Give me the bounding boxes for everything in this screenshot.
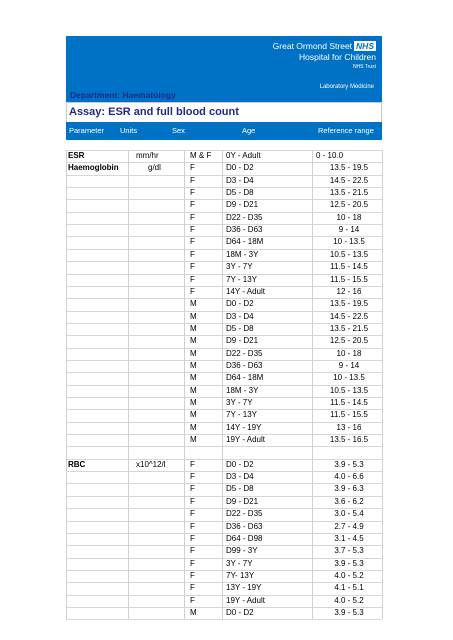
table-row [66, 595, 382, 607]
cell-reference-range: 10.5 - 13.5 [329, 249, 369, 259]
cell-units: x10^12/l [136, 459, 166, 469]
hospital-name-line1: Great Ormond Street [272, 41, 353, 51]
cell-age: 7Y - 13Y [226, 274, 257, 284]
cell-sex: F [190, 472, 195, 482]
cell-reference-range: 3.9 - 5.3 [334, 558, 364, 568]
cell-reference-range: 3.7 - 5.3 [334, 546, 364, 556]
table-column-divider [312, 150, 313, 619]
table-row [66, 558, 382, 570]
table-row [66, 286, 382, 298]
cell-age: D3 - D4 [226, 311, 254, 321]
table-row [66, 397, 382, 409]
table-row [66, 533, 382, 545]
column-header-age: Age [242, 126, 256, 135]
cell-age: 19Y - Adult [226, 595, 265, 605]
table-row [66, 175, 382, 187]
cell-age: 13Y - 19Y [226, 583, 262, 593]
table-column-divider [382, 150, 383, 619]
table-row [66, 409, 382, 421]
cell-reference-range: 10.5 - 13.5 [329, 385, 369, 395]
cell-sex: M [190, 435, 197, 445]
table-row [66, 521, 382, 533]
assay-title: Assay: ESR and full blood count [69, 106, 239, 118]
table-column-divider [222, 150, 223, 619]
cell-reference-range: 13 - 16 [336, 422, 362, 432]
cell-age: 0Y - Adult [226, 151, 261, 160]
cell-age: D0 - D2 [226, 299, 254, 309]
cell-reference-range: 0 - 10.0 [316, 151, 344, 160]
cell-sex: F [190, 521, 195, 531]
table-row [66, 162, 382, 174]
table-row [66, 607, 382, 619]
table-row [66, 385, 382, 397]
department-label: Department: Haematology [70, 90, 176, 100]
table-row [66, 496, 382, 508]
cell-units: g/dl [148, 163, 161, 173]
cell-sex: M [190, 607, 197, 617]
cell-age: 7Y- 13Y [226, 570, 255, 580]
cell-age: D0 - D2 [226, 163, 254, 173]
table-row [66, 274, 382, 286]
cell-sex: F [190, 212, 195, 222]
cell-reference-range: 10 - 13.5 [333, 373, 365, 383]
cell-sex: M [190, 398, 197, 407]
cell-reference-range: 10 - 13.5 [333, 237, 365, 247]
table-column-divider [184, 150, 185, 619]
table-row [66, 446, 382, 458]
cell-parameter: Haemoglobin [68, 163, 119, 173]
cell-reference-range: 4.0 - 5.2 [334, 570, 364, 580]
cell-reference-range: 3.6 - 6.2 [334, 496, 364, 506]
cell-age: D36 - D63 [226, 225, 263, 235]
table-row [66, 471, 382, 483]
hospital-name-line2: Hospital for Children [298, 52, 376, 62]
cell-age: 3Y - 7Y [226, 398, 253, 407]
table-row [66, 372, 382, 384]
cell-reference-range: 11.5 - 15.5 [330, 410, 368, 420]
table-row [66, 508, 382, 520]
cell-age: D64 - 18M [226, 237, 264, 247]
table-row [66, 459, 382, 471]
cell-sex: F [190, 200, 195, 210]
cell-age: 3Y - 7Y [226, 262, 253, 272]
cell-sex: F [190, 533, 195, 543]
cell-age: D3 - D4 [226, 175, 254, 185]
table-row [66, 422, 382, 434]
cell-age: D9 - D21 [226, 200, 259, 210]
table-row [66, 261, 382, 273]
cell-reference-range: 2.7 - 4.9 [334, 521, 364, 531]
cell-sex: F [190, 546, 195, 556]
cell-sex: M [190, 323, 197, 333]
trust-label: NHS Trust [352, 64, 376, 70]
cell-reference-range: 3.9 - 6.3 [334, 484, 364, 494]
cell-age: 3Y - 7Y [226, 558, 253, 568]
column-header-parameter: Parameter [69, 126, 105, 135]
cell-age: D36 - D63 [226, 521, 263, 531]
cell-reference-range: 11.5 - 15.5 [330, 274, 368, 284]
cell-sex: F [190, 188, 195, 198]
table-row-divider [66, 619, 382, 620]
cell-sex: M [190, 385, 197, 395]
cell-sex: M [190, 422, 197, 432]
cell-sex: M [190, 299, 197, 309]
cell-age: D22 - D35 [226, 509, 263, 519]
table-row [66, 236, 382, 248]
cell-parameter: ESR [68, 151, 85, 160]
cell-sex: F [190, 484, 195, 494]
cell-reference-range: 9 - 14 [338, 225, 360, 235]
cell-sex: M [190, 410, 197, 420]
cell-age: 18M - 3Y [226, 249, 259, 259]
cell-age: D22 - D35 [226, 348, 263, 358]
cell-age: D36 - D63 [226, 360, 263, 370]
cell-age: 14Y - Adult [226, 286, 265, 296]
cell-sex: M [190, 360, 197, 370]
cell-reference-range: 10 - 18 [336, 348, 362, 358]
cell-reference-range: 14.5 - 22.5 [329, 311, 369, 321]
column-header-row [66, 122, 382, 140]
cell-sex: F [190, 225, 195, 235]
cell-sex: F [190, 459, 195, 469]
cell-sex: F [190, 595, 195, 605]
cell-reference-range: 12.5 - 20.5 [329, 200, 369, 210]
cell-reference-range: 14.5 - 22.5 [329, 175, 369, 185]
cell-age: D5 - D8 [226, 484, 254, 494]
cell-reference-range: 11.5 - 14.5 [330, 262, 368, 272]
cell-age: 19Y - Adult [226, 435, 265, 445]
cell-reference-range: 4.0 - 5.2 [334, 595, 364, 605]
cell-sex: F [190, 175, 195, 185]
table-column-divider [66, 150, 67, 619]
table-row [66, 224, 382, 236]
cell-reference-range: 12.5 - 20.5 [329, 336, 369, 346]
table-row [66, 212, 382, 224]
cell-sex: F [190, 237, 195, 247]
cell-reference-range: 9 - 14 [338, 360, 360, 370]
column-header-units: Units [120, 126, 138, 135]
cell-reference-range: 4.1 - 5.1 [334, 583, 364, 593]
cell-reference-range: 3.9 - 5.3 [334, 607, 364, 617]
table-row [66, 360, 382, 372]
cell-sex: F [190, 583, 195, 593]
nhs-logo: NHS [356, 41, 374, 51]
cell-age: 14Y - 19Y [226, 422, 262, 432]
table-row [66, 150, 382, 162]
cell-reference-range: 13.5 - 19.5 [329, 299, 369, 309]
cell-age: D64 - D98 [226, 533, 263, 543]
cell-sex: F [190, 509, 195, 519]
table-row [66, 199, 382, 211]
cell-age: 7Y - 13Y [226, 410, 257, 420]
table-row [66, 311, 382, 323]
cell-sex: F [190, 163, 195, 173]
column-header-reference-range: Reference range [318, 126, 374, 135]
cell-sex: F [190, 262, 195, 272]
table-row [66, 483, 382, 495]
table-row [66, 323, 382, 335]
cell-reference-range: 3.9 - 5.3 [334, 459, 364, 469]
cell-age: D64 - 18M [226, 373, 264, 383]
cell-reference-range: 13.5 - 21.5 [329, 188, 369, 198]
table-column-divider [128, 150, 129, 619]
cell-age: D0 - D2 [226, 607, 254, 617]
cell-sex: M [190, 311, 197, 321]
cell-reference-range: 13.5 - 16.5 [329, 435, 369, 445]
table-top-border [66, 150, 382, 151]
cell-sex: M [190, 348, 197, 358]
cell-reference-range: 4.0 - 6.6 [334, 472, 364, 482]
cell-sex: F [190, 496, 195, 506]
cell-sex: F [190, 274, 195, 284]
cell-sex: F [190, 558, 195, 568]
cell-sex: M [190, 336, 197, 346]
cell-sex: M [190, 373, 197, 383]
cell-age: D3 - D4 [226, 472, 254, 482]
table-row [66, 582, 382, 594]
table-row [66, 298, 382, 310]
cell-reference-range: 12 - 16 [336, 286, 362, 296]
cell-age: D22 - D35 [226, 212, 263, 222]
cell-age: D5 - D8 [226, 188, 254, 198]
cell-age: D0 - D2 [226, 459, 254, 469]
lab-label: Laboratory Medicine [319, 84, 374, 90]
hospital-logo [273, 41, 376, 71]
column-header-sex: Sex [172, 126, 185, 135]
table-row [66, 187, 382, 199]
cell-age: 18M - 3Y [226, 385, 259, 395]
table-row [66, 434, 382, 446]
table-row [66, 249, 382, 261]
cell-age: D99 - 3Y [226, 546, 258, 556]
cell-sex: F [190, 286, 195, 296]
cell-sex: M & F [190, 151, 212, 160]
cell-reference-range: 13.5 - 21.5 [329, 323, 369, 333]
cell-reference-range: 11.5 - 14.5 [330, 398, 368, 407]
cell-parameter: RBC [68, 459, 86, 469]
cell-sex: F [190, 249, 195, 259]
cell-reference-range: 13.5 - 19.5 [329, 163, 369, 173]
table-row [66, 570, 382, 582]
cell-reference-range: 3.0 - 5.4 [334, 509, 364, 519]
cell-reference-range: 3.1 - 4.5 [334, 533, 364, 543]
cell-units: mm/hr [136, 151, 159, 160]
cell-sex: F [190, 570, 195, 580]
cell-age: D9 - D21 [226, 336, 259, 346]
cell-age: D5 - D8 [226, 323, 254, 333]
cell-age: D9 - D21 [226, 496, 259, 506]
cell-reference-range: 10 - 18 [336, 212, 362, 222]
table-row [66, 335, 382, 347]
table-row [66, 348, 382, 360]
table-row [66, 545, 382, 557]
